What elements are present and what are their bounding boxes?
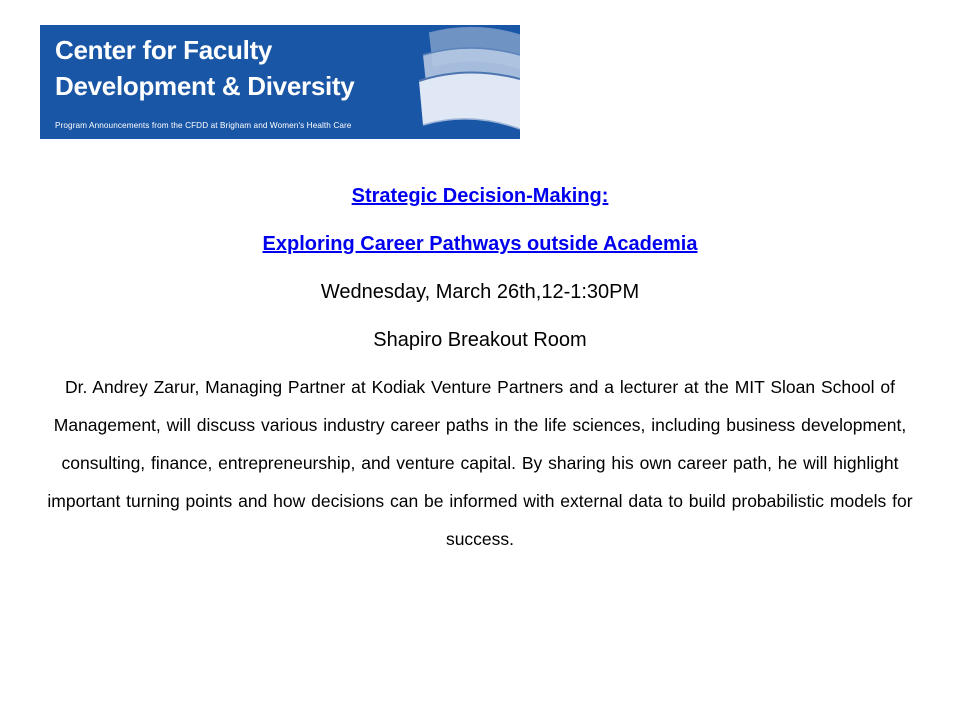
banner-tagline: Program Announcements from the CFDD at Brigham and Women's Health Care	[55, 121, 352, 130]
event-title-line-1-link[interactable]: Strategic Decision-Making:	[351, 185, 609, 207]
banner-title-line-2: Development & Diversity	[55, 71, 355, 101]
event-location: Shapiro Breakout Room	[373, 329, 587, 351]
cfdd-logo-mark-icon	[415, 25, 520, 139]
event-datetime: Wednesday, March 26th,12-1:30PM	[320, 281, 640, 303]
cfdd-header-banner	[40, 25, 520, 139]
event-description: Dr. Andrey Zarur, Managing Partner at Kodiak Venture Partners and a lecturer at the MIT Sloan School of Management, will discuss various industry career paths in the life sciences, including business development, consulting, finance, entrepreneurship, and venture capital. By sharing his own career path, he will highlight important turning points and how decisions can be informed with external data to build probabilistic models for success.	[47, 377, 913, 549]
event-title-line-2-link[interactable]: Exploring Career Pathways outside Academia	[262, 233, 698, 255]
banner-title-line-1: Center for Faculty	[55, 35, 273, 65]
event-announcement	[30, 172, 930, 558]
